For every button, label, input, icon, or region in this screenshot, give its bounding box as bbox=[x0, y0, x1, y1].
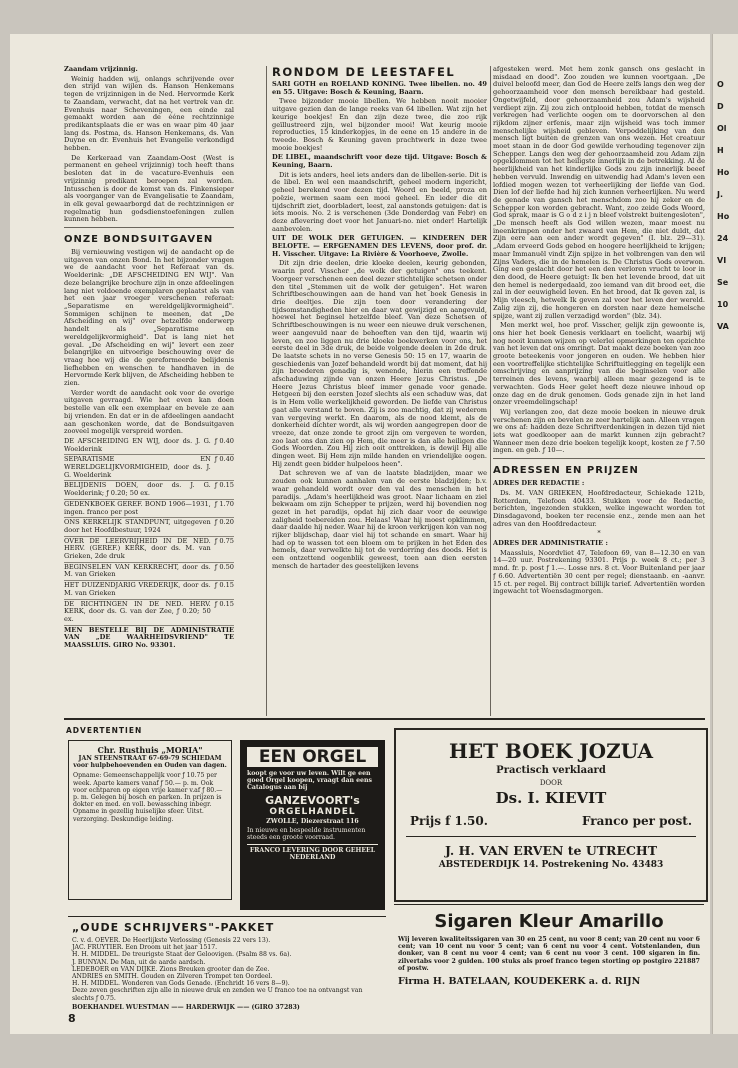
ad-sigaren-amarillo bbox=[394, 904, 704, 1004]
publication-title: SEPARATISME EN WERELDGELIJKVORMIGHEID, door ds. J. G. Woelderink bbox=[64, 455, 211, 479]
ad-moria-title: Chr. Rusthuis „MORIA" bbox=[97, 745, 203, 755]
publication-title: DE RICHTINGEN IN DE NED. HERV. KERK, door ds. G. van der Zee, ƒ 0.20; 50 ex. bbox=[64, 599, 211, 623]
ad-jozua-title: HET BOEK JOZUA bbox=[448, 739, 654, 763]
column-right bbox=[493, 66, 705, 714]
ad-schrijvers-item: H. H. MIDDEL. De treurigste Staat der Geloovigen. (Psalm 88 vs. 6a). bbox=[72, 951, 292, 959]
ad-amarillo-firm: Firma H. BATELAAN, KOUDEKERK a. d. RIJN bbox=[398, 976, 641, 988]
publication-title: OVER DE LEERVRIJHEID IN DE NED. HERV. (GEREF.) KERK, door ds. M. van Grieken, 2de druk bbox=[64, 536, 211, 561]
divider bbox=[493, 458, 705, 459]
next-page-edge bbox=[712, 34, 738, 1034]
publication-price: ƒ 0.15 bbox=[214, 581, 234, 590]
ad-schrijvers-item: JAC. FRUYTIER. Een Droom uit het jaar 1517. bbox=[72, 944, 218, 952]
ad-orgel-title: EEN ORGEL bbox=[247, 747, 378, 767]
review-paragraph: Wij verlangen zoo, dat deze mooie boeken in nieuwe druk verschenen zijn en bevelen ze zeer hartelijk aan. Alleen vragen we ons af: hadden deze Schriftverdenkingen in dezen tijd niet iets wat goedkooper aan de markt kunnen zijn gebracht? Wanneer men deze drie boeken tegelijk koopt, kosten ze ƒ 7.50 ingen. en geb. ƒ 10—. bbox=[493, 407, 705, 455]
next-page-fragment: Ho bbox=[717, 212, 730, 221]
ad-jozua-publisher: J. H. VAN ERVEN te UTRECHT bbox=[444, 843, 658, 858]
ad-jozua-price-row bbox=[396, 808, 706, 828]
ad-amarillo-title: Sigaren Kleur Amarillo bbox=[434, 911, 664, 932]
newspaper-page bbox=[10, 34, 710, 1034]
publication-title: BEGINSELEN VAN KERKRECHT, door ds. M. van Grieken bbox=[64, 562, 211, 579]
article-title-zaandam: Zaandam vrijzinnig. bbox=[64, 66, 138, 73]
review-paragraph: Dit is iets anders, heel iets anders dan de libellen-serie. Dit is de libel. En wel een maandschrift, geheel modern ingericht, geheel berekend voor dezen tijd. Woord en beeld, proza en poëzie, wermen saam een mooi geheel. En ieder die dit tijdschrift ziet, doorbladert, leest, zal aanstonds getuigen: dat is iets moois. No. 2 is verschenen (3de Donderdag van Febr) en deze aflevering doet voor het Januari-no. niet onder! Hartelijk aanbevolen. bbox=[272, 170, 487, 233]
address-title-administratie: ADRES DER ADMINISTRATIE : bbox=[493, 539, 608, 548]
ad-jozua-publisher-block bbox=[406, 836, 696, 872]
ad-schrijvers-item: Deze zeven geschriften zijn alle in nieuwe druk en zenden we U franco toe na ontvangst van slechts ƒ 0.75. bbox=[72, 987, 363, 1002]
publication-item bbox=[64, 582, 234, 597]
publication-list bbox=[64, 438, 234, 626]
publication-price: ƒ 0.20 bbox=[214, 518, 234, 527]
next-page-fragment: VA bbox=[717, 322, 729, 331]
column-middle bbox=[272, 66, 487, 714]
ad-orgel-address: ZWOLLE, Diezerstraat 116 bbox=[266, 817, 359, 825]
article-paragraph: Bij vernieuwing vestigen wij de aandacht op de uitgaven van onzen Bond. In het bijzonder vragen we de aandacht voor het Referaat van ds. Woelderink: „DE AFSCHEIDING EN WIJ". Van deze belangrijke brochure zijn in onze afdeelingen lang niet voldoende exemplaren geplaatst als van het een jaar vroeger verschenen referaat: „Separatisme en wereldgelijkvormigheid". Sommigen schijnen te meenen, dat „De Afscheiding en wij" over hetzelfde onderwerp handelt als „Separatisme en wereldgelijkvormigheid". Dat is lang niet het geval. „De Afscheiding en wij" levert een zeer belangrijke en uitvoerige beschouwing over de vraag hoe wij die de gereformeerde belijdenis liefhebben en wenschen te handhaven in de Hervormde Kerk blijven, de Afscheiding hebben te zien. bbox=[64, 248, 234, 388]
review-paragraph: Dat schreven we af van de laatste bladzijden, maar we zouden ook kunnen aanhalen van de eerste bladzijden; b.v. waar gehandeld wordt over den val des menschen in het paradijs. „Adam's heerlijkheid was groot. Naar lichaam en ziel bekwaam om zijn Schepper te prijzen, werd hij bovendien nog gezet in het paradijs, opdat hij zich daar voor de eeuwige zaligheid toebereiden zou. Helaas! Waar hij moest opklimmen, daar daalde hij neder. Waar hij de kroon verkrijgen kon van nog rijker blijdschap, daar viel hij tot schande en smart. Waar hij had op te wassen tot een bloem om te prijken in het Eden des hemels, daar verwelkte hij tot de verdorring des doods. Het is een ontzettend oogenblik geweest, toen aan dien eersten mensch de hartader des geestelijken levens bbox=[272, 469, 487, 570]
review-title: UIT DE WOLK DER GETUIGEN. — KINDEREN DER BELOFTE. — ERFGENAMEN DES LEVENS, door prof. dr. H. Visscher. Uitgave: La Rivière & Voorhoeve, Zwolle. bbox=[272, 234, 487, 258]
publication-price: ƒ 0.40 bbox=[214, 436, 234, 445]
publication-item bbox=[64, 456, 234, 479]
ad-moria-address: JAN STEENSTRAAT 67-69-79 SCHIEDAM bbox=[78, 755, 222, 762]
publication-price: ƒ 0.15 bbox=[214, 481, 234, 490]
ad-jozua-price: Prijs f 1.50. bbox=[410, 814, 488, 828]
publication-item bbox=[64, 601, 234, 624]
review-paragraph: Men merkt wel, hoe prof. Visscher, gelijk zijn gewoonte is, ons hier het boek Genesis verklaart en toelicht, waarbij wij nog nooit kunnen wijzen op velerlei opmerkingen ten opzichte van het leven dat ons omringt. Dat maakt deze boeken van zoo groote beteekenis voor jongeren en ouden. We hebben hier een voortreffelijke stichtelijke Schriftuitlegging en tegelijk een omschrijving en aanprijzing van die beginselen voor alle terreinen des levens, waarbij alleen maar gezegend is te verwachten. Gods Heer gelet heeft deze nieuwe inhoud op onze dag en de druk genomen. Gods genade zijn in het land onzer vreemdelingschap! bbox=[493, 321, 705, 407]
ad-orgel-description: In nieuwe en bespeelde instrumenten steeds een groote voorraad. bbox=[247, 826, 366, 842]
ad-jozua-author: Ds. I. KIEVIT bbox=[495, 789, 607, 807]
publication-title: GEDENKBOEK GEREF. BOND 1906—1931, ingen. franco per post bbox=[64, 499, 211, 516]
next-page-fragment: J. bbox=[717, 190, 724, 199]
ad-schrijvers-item: J. BUNYAN. De Man, uit de aarde aardsch. bbox=[72, 958, 206, 966]
publication-price: ƒ 0.40 bbox=[214, 455, 234, 464]
ad-moria-body: Opname: Gemeenschappelijk voor ƒ 10.75 per week. Aparte kamers vanaf ƒ 50.— p. m. Ook voor echtparen op eigen vrije kamer v.af ƒ 80.— p. m. Gelegen bij bosch en parken. In prijzen is dokter en med. en voll. bewassching inbegr. Opname in gezellig huiselijke sfeer. Uitst. verzorging. Deskundige leiding. bbox=[73, 772, 223, 823]
ad-schrijvers-list bbox=[72, 937, 382, 1002]
ad-moria-subtitle: voor hulpbehoevenden en Ouden van dagen. bbox=[73, 762, 227, 770]
ad-schrijvers-item: ANDRIES en SMITH. Gouden en Zilveren Trompet ten Oordeel. bbox=[72, 973, 273, 981]
column-rule bbox=[266, 66, 267, 716]
ad-schrijvers-footer: BOEKHANDEL WUESTMAN —— HARDERWIJK —— (GIRO 37283) bbox=[72, 1003, 300, 1011]
page-number: 8 bbox=[68, 1012, 76, 1025]
publication-title: BELIJDENIS DOEN, door ds. J. G. Woelderink; ƒ 0.20; 50 ex. bbox=[64, 481, 211, 498]
article-paragraph: Weinig hadden wij, onlangs schrijvende over den strijd van wijlen ds. Hanson Henkemans tegen de vrijzinnigen in de Ned. Hervormde Kerk te Zaandam, verwacht, dat na het vertrek van dr. Evenhuis naar Scheveningen, een einde zal gemaakt worden aan de ééne rechtzinnige predikantsplaats die er was en waar pim 40 jaar lang ds. Postma, ds. Hanson Henkemans, ds. Van Duyne en dr. Evenhuis het Evangelie verkondigd hebben. bbox=[64, 74, 234, 153]
column-left bbox=[64, 66, 234, 714]
ad-orgel-brand: GANZEVOORT's bbox=[265, 793, 360, 807]
publication-price: ƒ 0.50 bbox=[214, 562, 234, 571]
article-paragraph: Verder wordt de aandacht ook voor de overige uitgaven gevraagd. Wie het even kan doen bestelle van elk een exemplaar en bevele ze aan bij vrienden. En dat er in de afdeelingen aandacht aan geschonken worde, dat de Bondsuitgaven zooveel mogelijk verspreid worden. bbox=[64, 388, 234, 436]
next-page-fragment: D bbox=[717, 102, 724, 111]
publication-title: ONS KERKELIJK STANDPUNT, uitgegeven door het Hoofdbestuur, 1924 bbox=[64, 518, 211, 534]
address-redactie: Ds. M. VAN GRIEKEN, Hoofdredacteur, Schiekade 121b, Rotterdam, Telefoon 40433. Stukken voor de Redactie, berichten, ingezonden stukken, welke ingewacht worden tot Dinsdagavond, boeken ter recensie enz., zende men aan het adres van den Hoofdredacteur. bbox=[493, 488, 705, 528]
review-paragraph: afgesteken werd. Met hem zonk gansch ons geslacht in misdaad en dood". Zoo zouden we kunnen voortgaan. „De duivel beloofd meer, dan God de Heere zelfs langs den weg der gehoorzaamheid voor den mensch bereikbaar had gesteld. Ongetwijfeld, door gehoorzaamheid zou Adam's wijsheid verdiept zijn. Zij zou zich ontplooid hebben, totdat de mensch verkregen had verlichte oogen om te doorvorschen al den rijkdom zijner erfenis, maar zijn wijsheid was toch immer menschelijke wijsheid gebleven. Verpoddelijking van den mensch ligt buiten de grenzen van ons wezen. Het creatuur moet staan in de door God gewilde verhouding tegenover zijn Schepper. Langs den weg der gehoorzaamheid zou Adam zijn opgeklommen tot het heiligste innerlijk in de betrekking. Al de heerlijkheid van het kinderlijke Gods zou zijn innerlijk beeef hebben vervuld. Inwendig en uitwendig had Adam's leven een lofdied mogen wezen tot verheerlijking der liefde van God. Dien lof der liefde had hij zich kunnen verheerlijken. Nu werd de genade van gansch het menschdom zoo hij zeker en de Schepper kon worden gebracht. Want, zoo zeide Gods Woord, God sprak, maar is G o d z i j n bleef volstrekt buitengesloten", „De mensch heeft als God willen wezen, maar moest nu ineenkrimpen onder het zwaard van Hem, die niet duldt, dat Zijn eere aan een ander wordt gegeven" (I. blz. 29—31). „Adam erveerd Gods gebod en hoogere heerlijkheid te krijgen; maar Immanuël vindt Zijn spijze in het volbrengen van den wil Zijns Vaders, die in de hemelen is. De Christus Gods overwon. Ging een geslacht door het een den verloren vrucht te loor in den dood, de Heere getuigt: Ik ben het levende brood, dat uit den hemel is nedergedaald, zoo iemand van dit brood eet, die zal in der eeuwigheid leven. En het brood, dat Ik geven zal, is Mijn vleesch, hetwelk Ik geven zal voor het leven der wereld. Zalig zijn zij, die hongeren en dorsten naar deze hemelsche spijze, want zij zullen verzadigd worden" (blz. 34). bbox=[493, 66, 705, 320]
ad-orgel bbox=[240, 740, 385, 910]
asterisk-separator: * bbox=[597, 529, 601, 538]
review-paragraph: Dit zijn drie deelen, drie kloeke deelen, keurig gebonden, waarin prof. Visscher „de wolk der getuigen" ons teekent. Voorgeer verschenen een deel dezer stichtelijke schetsen onder den titel „Stemmen uit de wolk der getuigen". Het waren Schriftbeschouwingen aan de hand van het boek Genesis in drie deeltjes. Die zijn toen door verandering der tijdsomstandigheden hier en daar wat gewijzigd en aangevuld, hoewel het beginsel hetzelfde bleef. Van deze Schetsen of Schriftbeschouwingen is nu weer een nieuwe druk verschenen, weer aangevuld naar de behoeften van den tijd, waarin wij leven, en zoo liggen nu drie kloeke boekwerken voor ons, het eerste deel in 3de druk, de beide volgende deelen in 2de druk. De laatste schets in no verse Genesis 50: 15 en 17, waarin de geschiedenis van Jozef behandeld wordt bij dat moment, dat hij zijn broederen genadig is, wenende, hierin een treffende afschaduwing zijnde van onzen Heere Jezus Christus. „De Heere Jezus Christus bleef immer genade voor genade. Hetgeen bij den eersten Jozef slechts als een schaduw was, dat is in Hem volle werkelijkheid geworden. De liefde van Christus gaat alle verstand te boven. Zij is zoo machtig, dat zij wederom van vergeving werkt. En daarom, als de nood klemt, als de donkerheid dichter wordt, als wij worden aangegrepen door de vreeze, dat onze zonde te groot zijn om vergeven te worden, zoo laat ons dan zien op Hem, die meer is dan alle heiligen die Gods Woorden. Zou Hij zich ooit onttrekken, is dewijl Hij alle dingen weet. Bij Hem zijn milde handen en vriendelijke oogen. Hij zendt geen bidder hulpeloos heen". bbox=[272, 259, 487, 468]
order-note: MEN BESTELLE BIJ DE ADMINISTRATIE VAN „DE WAARHEIDSVRIEND" TE MAASSLUIS. GIRO No. 93301. bbox=[64, 625, 234, 650]
publication-item bbox=[64, 564, 234, 579]
next-page-fragment: Ho bbox=[717, 168, 730, 177]
ad-amarillo-body: Wij leveren kwaliteitssigaren van 30 en 25 cent, nu voor 8 cent; van 20 cent nu voor 6 cent; van 10 cent nu voor 5 cent; van 6 cent nu voor 4 cent. Votstenlanden, dun donker, van 8 cent nu voor 4 cent; van 6 cent nu voor 3 cent. 100 sigaren in fin. zilvertabs voor 2 gulden. 100 stuks als proef franco tegen storting op postgiro 221887 of postw. bbox=[398, 936, 700, 972]
ad-jozua-subtitle: Practisch verklaard bbox=[496, 765, 606, 776]
next-page-fragment: 24 bbox=[717, 234, 729, 243]
review-paragraph: Twee bijzonder mooie libellen. We hebben nooit mooier uitgave gezien dan de lange reeks van 64 libellen. Wat zijn het keurige boekjes! En dan zijn deze twee, die zoo rijk geïllustreerd zijn, wel bijzonder mooi! Wat keurig mooie reproducties, 15 kinderkopjes, in de eene en 15 andere in de tweede. Bosch & Keuning gaven prachtwerk in deze twee mooie boekjes! bbox=[272, 97, 487, 152]
divider bbox=[64, 718, 705, 720]
publication-price: ƒ 1.70 bbox=[214, 499, 234, 508]
review-title: SARI GOTH en ROELAND KONING. Twee libellen. no. 49 en 55. Uitgave: Bosch & Keuning, Baarn. bbox=[272, 80, 487, 96]
section-heading-bondsuitgaven: ONZE BONDSUITGAVEN bbox=[64, 234, 214, 246]
review-title: DE LIBEL, maandschrift voor deze tijd. Uitgave: Bosch & Keuning, Baarn. bbox=[272, 153, 487, 170]
ads-label: ADVERTENTIEN bbox=[66, 726, 143, 735]
next-page-fragment: Se bbox=[717, 278, 729, 287]
section-heading-leestafel: RONDOM DE LEESTAFEL bbox=[272, 66, 456, 79]
publication-price: ƒ 0.75 bbox=[214, 536, 234, 545]
publication-price: ƒ 0.15 bbox=[214, 599, 234, 608]
ad-schrijvers-item: LEDEBOER en VAN DIJKE. Zions Breuken grooter dan de Zee. bbox=[72, 965, 270, 973]
address-title-redactie: ADRES DER REDACTIE : bbox=[493, 479, 585, 488]
publication-item bbox=[64, 538, 234, 561]
ad-boek-jozua bbox=[394, 728, 708, 902]
next-page-fragment: VI bbox=[717, 256, 727, 265]
next-page-fragments bbox=[717, 74, 729, 338]
publication-item bbox=[64, 501, 234, 516]
ad-jozua-door: DOOR bbox=[539, 779, 563, 787]
publication-item bbox=[64, 438, 234, 453]
publication-item bbox=[64, 519, 234, 534]
next-page-fragment: H bbox=[717, 146, 724, 155]
next-page-fragment: O bbox=[717, 80, 724, 89]
address-administratie: Maassluis, Noordvliet 47, Telefoon 69, van 8—12.30 en van 14—20 uur. Postrekening 93301. Prijs p. week 8 ct.; per 3 mnd. fr. p. post ƒ 1.—. Losse nrs. 8 ct. Voor Buitenland per jaar ƒ 6.60. Advertentiën 30 cent per regel; dienstaanb. en -aanvr. 15 ct. per regel. Bij contract billijk tarief. Advertentiën worden ingewacht tot Woensdagmorgen. bbox=[493, 548, 705, 596]
ad-schrijvers-title: „OUDE SCHRIJVERS"-PAKKET bbox=[72, 921, 275, 934]
publication-item bbox=[64, 482, 234, 497]
ad-oude-schrijvers bbox=[68, 916, 386, 1011]
advertisements-section bbox=[64, 724, 705, 1009]
ad-orgel-footer: FRANCO LEVERING DOOR GEHEEL NEDERLAND bbox=[247, 844, 378, 861]
ad-orgel-subtitle: koopt ge voor uw leven. Wilt ge een goed Orgel koopen, vraagt dan eens Catalogus aan bij bbox=[247, 770, 372, 792]
publication-title: HET DUIZENDJARIG VREDERIJK, door ds. M. van Grieken bbox=[64, 581, 211, 597]
ad-jozua-address: ABSTEDERDIJK 14. Postrekening No. 43483 bbox=[438, 860, 664, 870]
divider bbox=[64, 227, 234, 228]
ad-schrijvers-item: H. H. MIDDEL. Wonderen van Gods Genade. (Enchridt 16 vers 8—9). bbox=[72, 980, 290, 988]
publication-title: DE AFSCHEIDING EN WIJ, door ds. J. G. Woelderink bbox=[64, 436, 211, 453]
ad-schrijvers-item: C. v. d. OEVER. De Heerlijkste Verlossing (Genesis 22 vers 13). bbox=[72, 937, 271, 944]
section-heading-adressen: ADRESSEN EN PRIJZEN bbox=[493, 465, 639, 477]
column-rule bbox=[490, 66, 491, 716]
article-paragraph: De Kerkeraad van Zaandam-Oost (West is permanent en geheel vrijzinnig) toch heeft thans besloten dat in de vacature-Evenhuis een vrijzinnig predikant beroepen zal worden. Intusschen is door de komst van ds. Finkensieper als voorganger van de Evangelisatie te Zaandam, in elk geval gewaarborgd dat de rechtzinnigen er regelmatig hun godsdienstoefeningen zullen kunnen hebben. bbox=[64, 153, 234, 224]
ad-orgel-brand2: ORGELHANDEL bbox=[269, 806, 356, 817]
next-page-fragment: 10 bbox=[717, 300, 729, 309]
ad-moria bbox=[68, 740, 232, 900]
ad-jozua-franco: Franco per post. bbox=[581, 814, 692, 828]
next-page-fragment: Ol bbox=[717, 124, 727, 133]
